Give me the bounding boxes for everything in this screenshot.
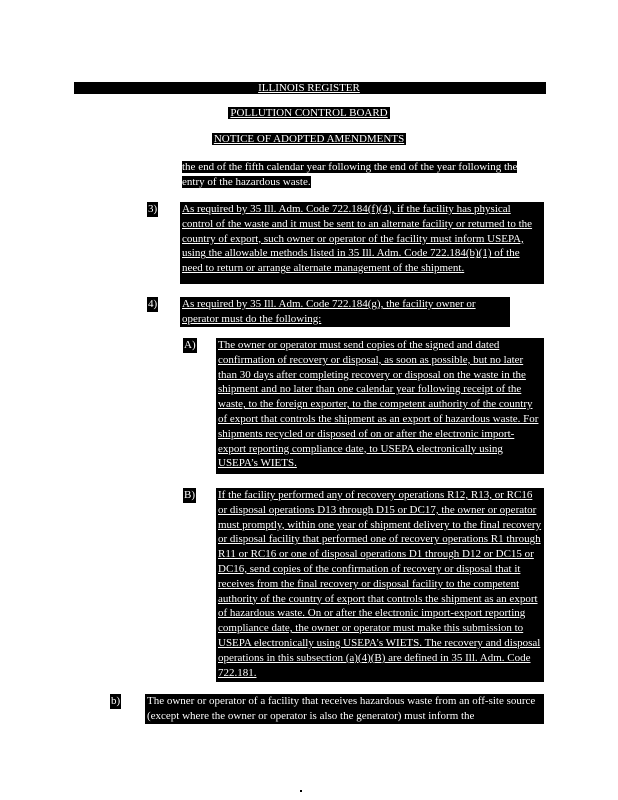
intro-text: the end of the fifth calendar year following the end of the year following the entry of the hazardous waste. — [182, 161, 518, 188]
item-b-number: B) — [184, 489, 195, 501]
item-3-text: As required by 35 Ill. Adm. Code 722.184(f)(4), if the facility has physical control of the waste and it must be sent to an alternate facility or returned to the country of export, such owner or operator of the facility must inform USEPA, using the allowable methods listed in 35 Ill. Adm. Code 722.184(b)(1) of the need to return or arrange alternate management of the shipment. — [180, 202, 544, 284]
board-title: POLLUTION CONTROL BOARD — [230, 107, 388, 119]
notice-header — [0, 133, 618, 145]
item-a-text: The owner or operator must send copies of the signed and dated confirmation of recovery or disposal, as soon as possible, but no later than 30 days after completing recovery or disposal on the waste in the shipment and no later than one calendar year following receipt of the waste, to the foreign exporter, to the competent authority of the country of export that controls the shipment as an export of hazardous waste. For shipments recycled or disposed of on or after the electronic import-export reporting compliance date, to USEPA electronically using USEPA’s WIETS. — [216, 338, 544, 474]
intro-paragraph — [182, 160, 542, 190]
register-header — [0, 82, 618, 94]
page-mark — [300, 790, 302, 792]
board-header — [0, 107, 618, 119]
register-title: ILLINOIS REGISTER — [258, 82, 360, 94]
item-4-number: 4) — [148, 298, 158, 310]
item-b-section-text: The owner or operator of a facility that receives hazardous waste from an off-site source (except where the owner or operator is also the generator) must inform the — [145, 694, 544, 724]
item-4-text: As required by 35 Ill. Adm. Code 722.184(g), the facility owner or operator must do the following: — [180, 297, 510, 327]
notice-title: NOTICE OF ADOPTED AMENDMENTS — [213, 133, 405, 145]
item-3-number: 3) — [148, 203, 158, 215]
item-b-section-number: b) — [111, 695, 121, 707]
item-a-number: A) — [184, 339, 196, 351]
item-b-text: If the facility performed any of recovery operations R12, R13, or RC16 or disposal operations D13 through D15 or DC17, the owner or operator must promptly, within one year of shipment delivery to the final recovery or disposal facility that performed one of recovery operations R1 through R11 or RC16 or one of disposal operations D1 through D12 or DC15 or DC16, send copies of the confirmation of recovery or disposal that it receives from the final recovery or disposal facility to the competent authority of the country of export that controls the shipment as an export of hazardous waste. On or after the electronic import-export reporting compliance date, the owner or operator must make this submission to USEPA electronically using USEPA’s WIETS. The recovery and disposal operations in this subsection (a)(4)(B) are defined in 35 Ill. Adm. Code 722.181. — [216, 488, 544, 682]
